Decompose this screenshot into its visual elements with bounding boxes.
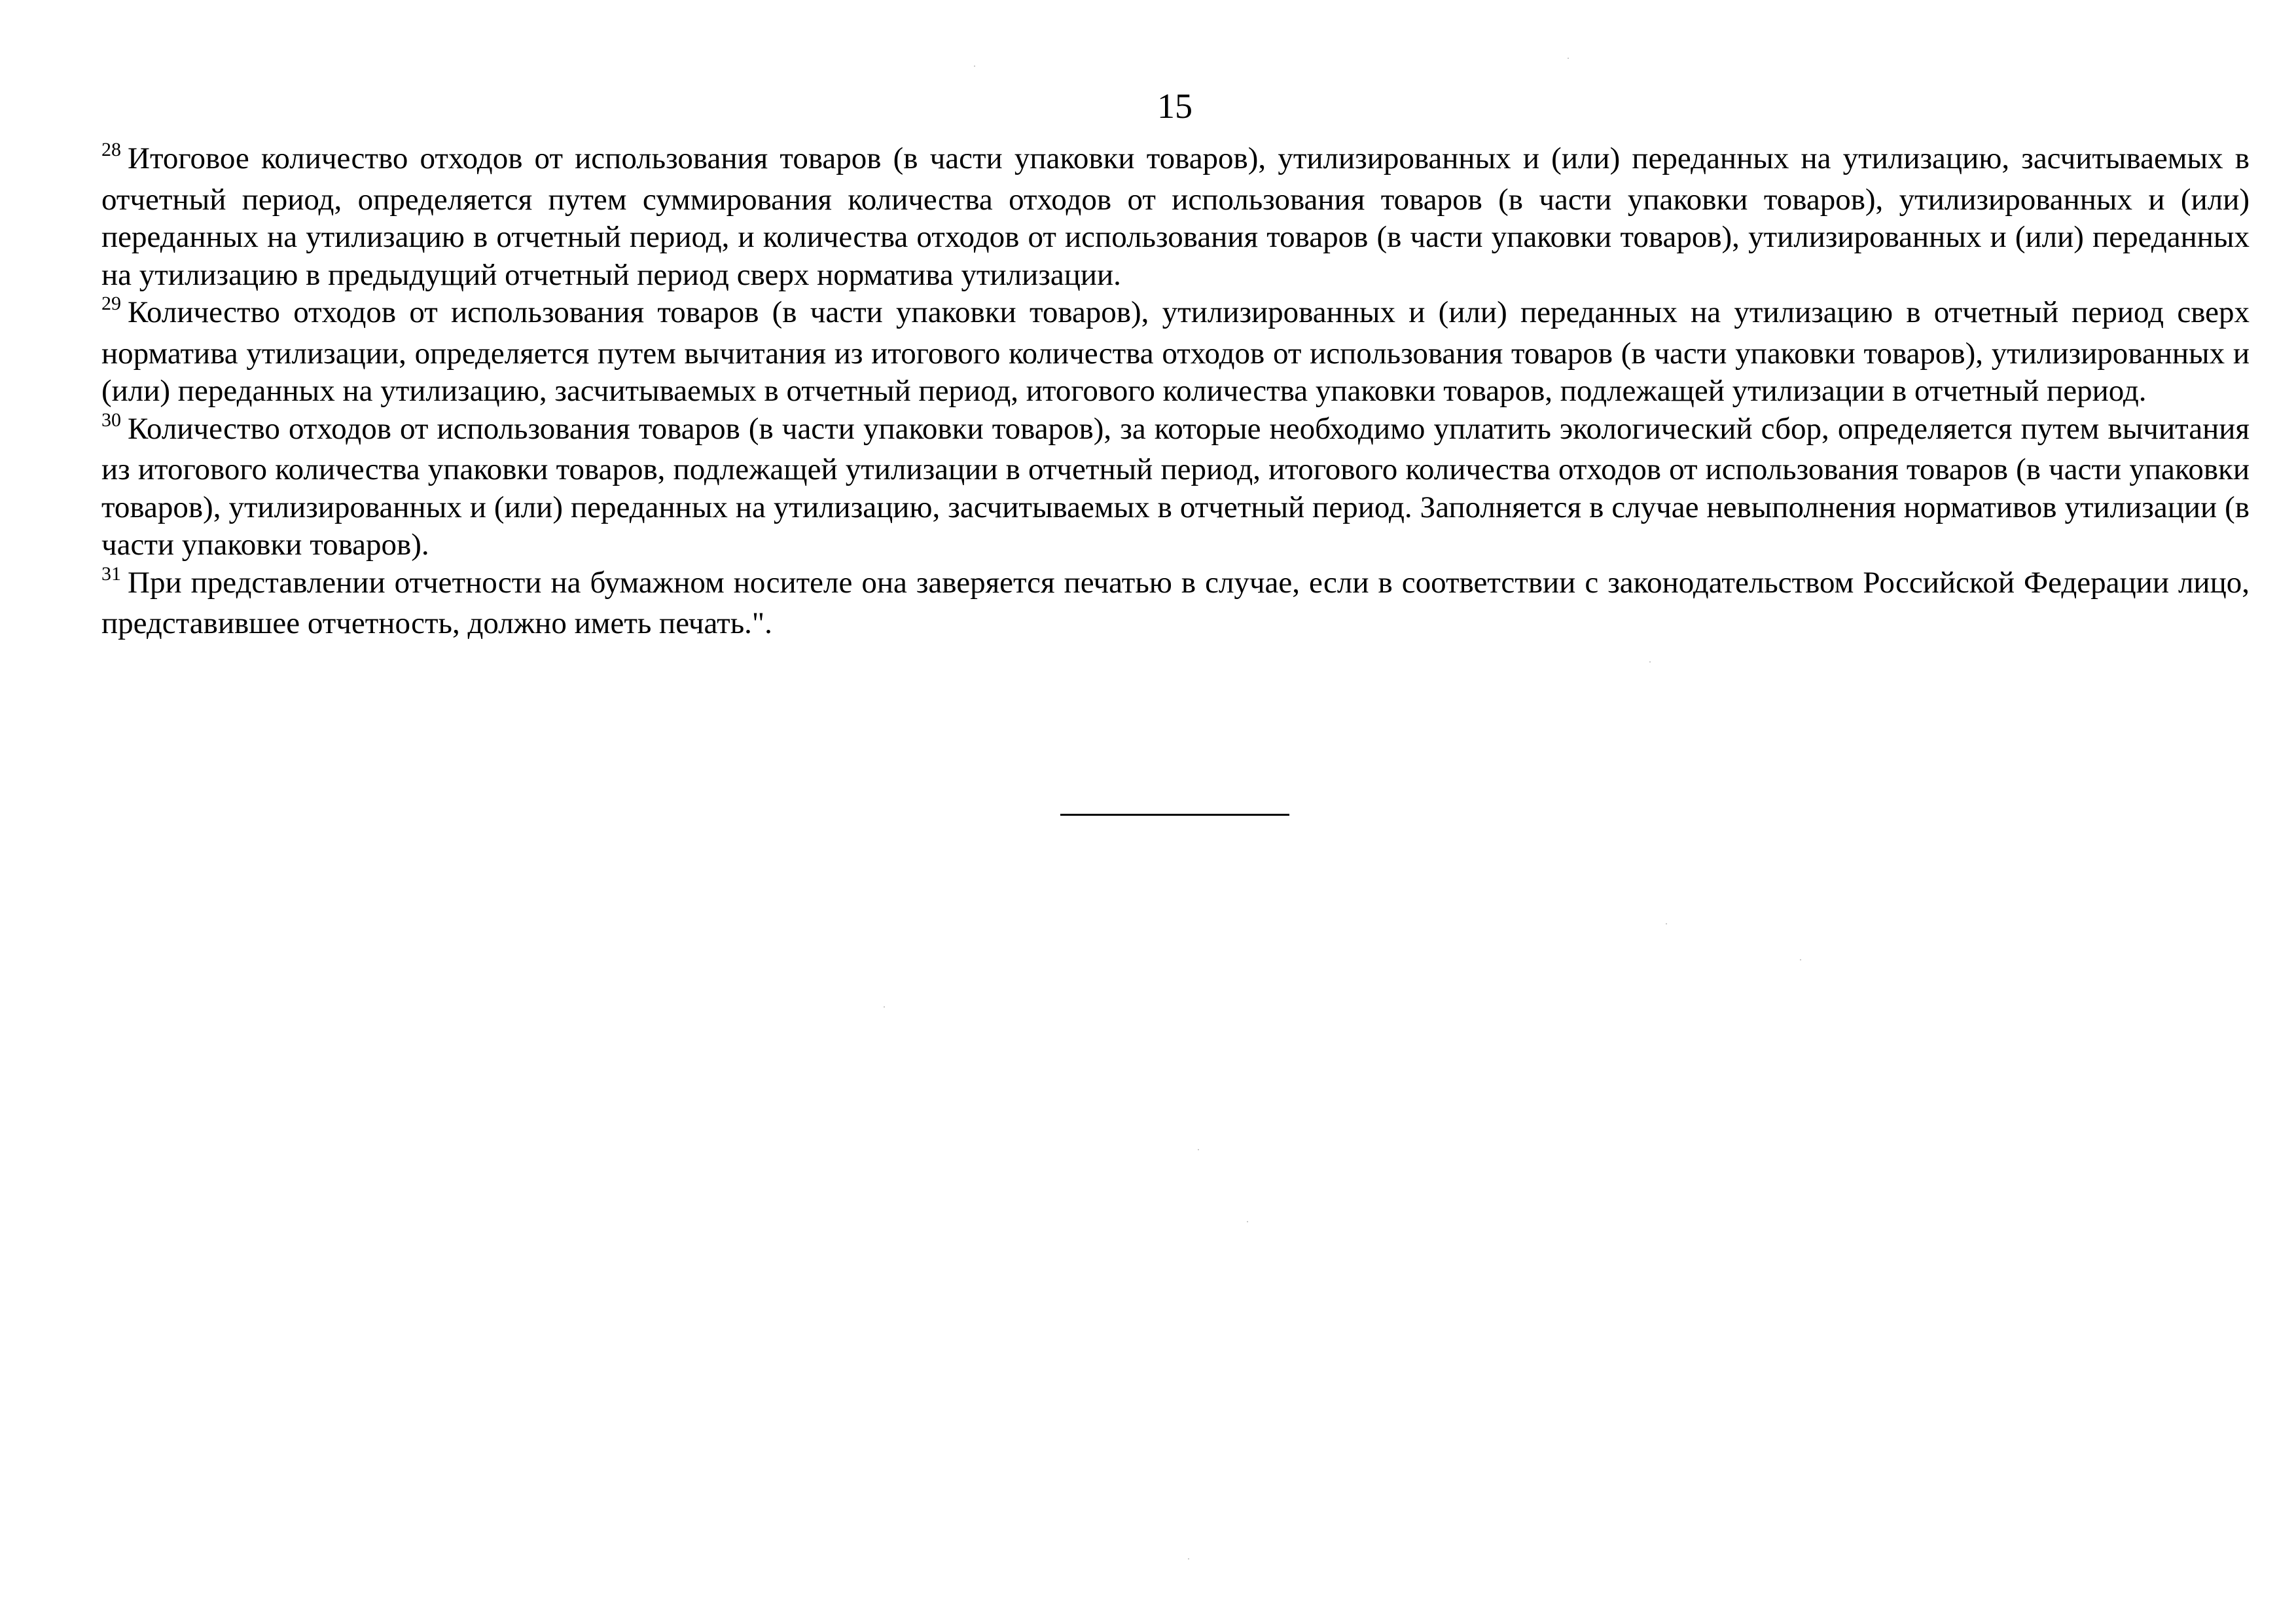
scan-speck: [1666, 923, 1667, 924]
footnote-marker: 30: [101, 409, 121, 431]
footnote-marker: 28: [101, 139, 121, 160]
footnote-31: [101, 564, 2250, 643]
scan-speck: [1188, 1558, 1189, 1559]
scan-speck: [974, 65, 975, 67]
footnote-text: Количество отходов от использования товаров (в части упаковки товаров), за которые необходимо уплатить экологический сбор, определяется путем вычитания из итогового количества упаковки товаров, подлежащей утилизации в отчетный период, итогового количества отходов от использования товаров (в части упаковки товаров), утилизированных и (или) переданных на утилизацию, засчитываемых в отчетный период. Заполняется в случае невыполнения нормативов утилизации (в части упаковки товаров).: [101, 411, 2250, 562]
scan-speck: [884, 1006, 885, 1008]
scan-speck: [1247, 1221, 1248, 1222]
footnote-marker: 31: [101, 562, 121, 585]
scan-speck: [1568, 58, 1569, 59]
scan-speck: [1800, 959, 1801, 960]
footnote-28: [101, 140, 2250, 294]
footnote-text: При представлении отчетности на бумажном носителе она заверяется печатью в случае, если в соответствии с законодательством Российской Федерации лицо, представившее отчетность, должно иметь печать.".: [101, 565, 2250, 640]
footnotes-block: [101, 140, 2250, 643]
footnote-29: [101, 294, 2250, 410]
page-number: 15: [1157, 86, 1193, 126]
scan-speck: [1198, 1149, 1199, 1150]
scan-speck: [1649, 661, 1651, 663]
footnote-30: [101, 410, 2250, 564]
closing-rule: [1060, 814, 1289, 816]
footnote-marker: 29: [101, 293, 121, 314]
footnote-text: Количество отходов от использования товаров (в части упаковки товаров), утилизированных и (или) переданных на утилизацию в отчетный период сверх норматива утилизации, определяется путем вычитания из итогового количества отходов от использования товаров (в части упаковки товаров), утилизированных и (или) переданных на утилизацию, засчитываемых в отчетный период, итогового количества упаковки товаров, подлежащей утилизации в отчетный период.: [101, 295, 2250, 408]
footnote-text: Итоговое количество отходов от использования товаров (в части упаковки товаров), утилизированных и (или) переданных на утилизацию, засчитываемых в отчетный период, определяется путем суммирования количества отходов от использования товаров (в части упаковки товаров), утилизированных и (или) переданных на утилизацию в отчетный период, и количества отходов от использования товаров (в части упаковки товаров), утилизированных и (или) переданных на утилизацию в предыдущий отчетный период сверх норматива утилизации.: [101, 141, 2250, 292]
